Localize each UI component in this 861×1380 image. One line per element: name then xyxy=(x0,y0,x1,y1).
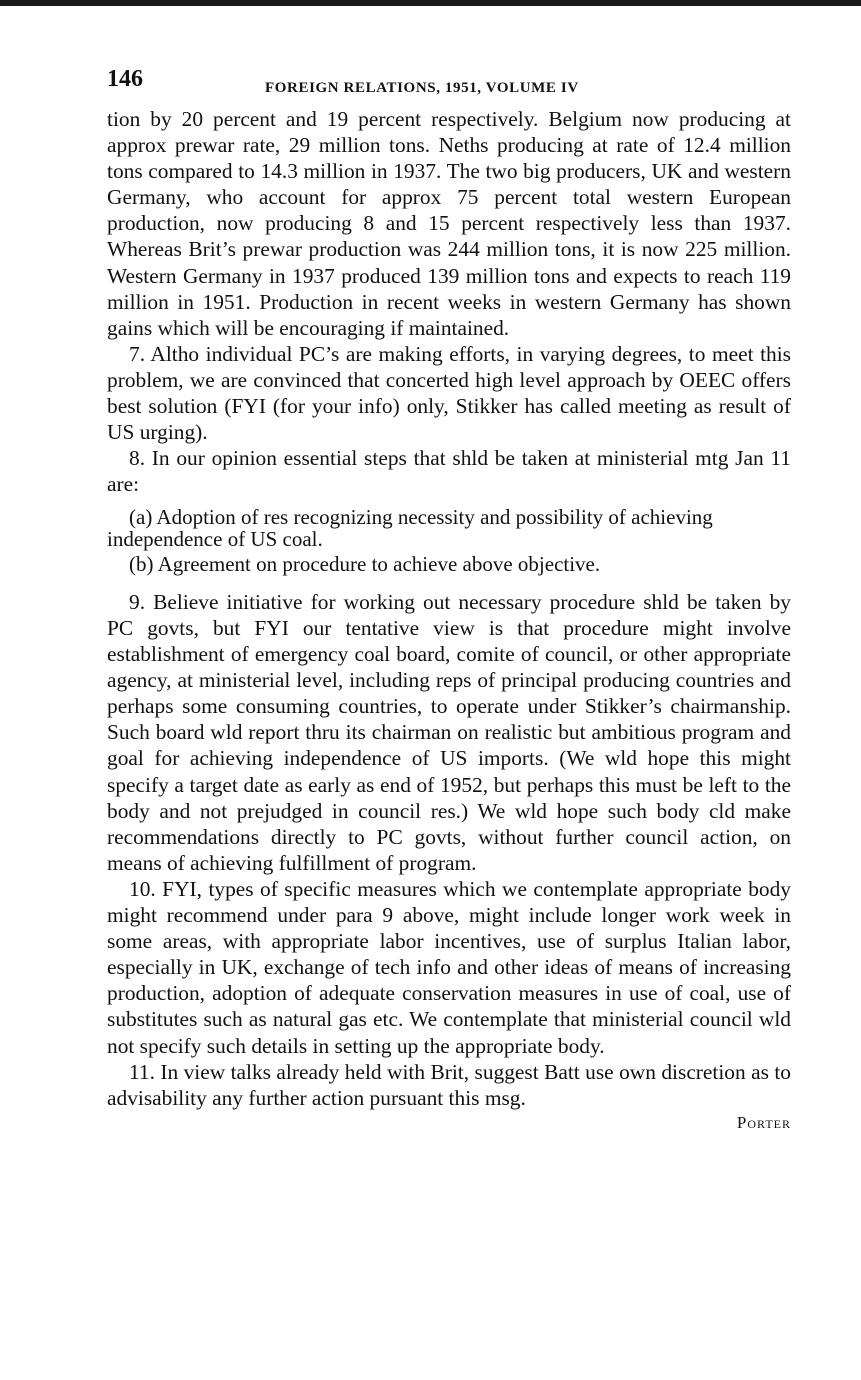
page-number: 146 xyxy=(107,66,143,92)
paragraph-7: 7. Altho individual PC’s are making efforts, in varying degrees, to meet this problem, we are convinced that concerted high level approach by OEEC offers best solution (FYI (for your info) only, Stikker has called meeting as result of US urging). xyxy=(107,341,791,445)
paragraph-8-subitems xyxy=(107,507,791,576)
document-page xyxy=(107,66,791,1133)
page-top-edge xyxy=(0,0,861,6)
body-text-continued xyxy=(107,589,791,1111)
body-text xyxy=(107,106,791,497)
paragraph-9: 9. Believe initiative for working out necessary procedure shld be taken by PC govts, but FYI our tentative view is that procedure might involve establishment of emergency coal board, comite of council, or other appropriate agency, at ministerial level, including reps of principal producing countries and perhaps some consuming countries, to operate under Stikker’s chairmanship. Such board wld report thru its chairman on realistic but ambitious program and goal for achieving independence of US imports. (We wld hope this might specify a target date as early as end of 1952, but perhaps this must be left to the body and not prejudged in council res.) We wld hope such body cld make recommendations directly to PC govts, without further council action, on means of achieving fulfillment of program. xyxy=(107,589,791,875)
running-title: FOREIGN RELATIONS, 1951, VOLUME IV xyxy=(265,80,579,96)
paragraph-8b: (b) Agreement on procedure to achieve above objective. xyxy=(129,552,601,577)
paragraph-8: 8. In our opinion essential steps that shld be taken at ministerial mtg Jan 11 are: xyxy=(107,446,791,497)
paragraph-8a: (a) Adoption of res recognizing necessity and possibility of achieving independence of US coal. xyxy=(107,505,713,551)
paragraph-10: 10. FYI, types of specific measures which we contemplate appropriate body might recommend under para 9 above, might include longer work week in some areas, with appropriate labor incentives, use of surplus Italian labor, especially in UK, exchange of tech info and other ideas of means of increasing production, adoption of adequate conservation measures in use of coal, use of substitutes such as natural gas etc. We contemplate that ministerial council wld not specify such details in setting up the appropriate body. xyxy=(107,876,791,1058)
running-head xyxy=(107,66,791,106)
paragraph-11: 11. In view talks already held with Brit, suggest Batt use own discretion as to advisability any further action pursuant this msg. xyxy=(107,1059,791,1110)
signature: Porter xyxy=(736,1112,791,1132)
paragraph-continued: tion by 20 percent and 19 percent respectively. Belgium now producing at approx prewar rate, 29 million tons. Neths producing at rate of 12.4 million tons compared to 14.3 million in 1937. The two big producers, UK and western Germany, who account for approx 75 percent total western European production, now producing 8 and 15 percent respectively less than 1937. Whereas Brit’s prewar production was 244 million tons, it is now 225 million. Western Germany in 1937 produced 139 million tons and expects to reach 119 million in 1951. Production in recent weeks in western Germany has shown gains which will be encouraging if maintained. xyxy=(107,107,791,340)
